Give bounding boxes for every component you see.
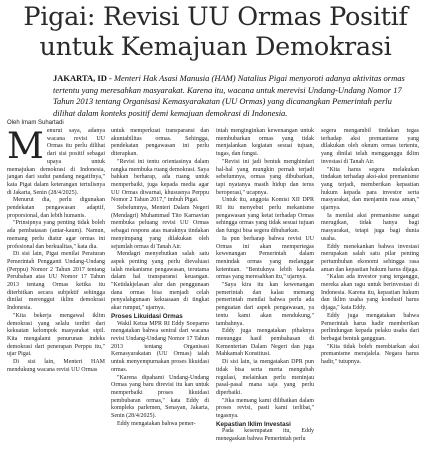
paragraph: Wakil Ketua MPR RI Eddy Soeparno mengatakan bahwa sentral dari wacana revisi Undang-Undang Nomor 17 Tahun 2013 tentang Organisasi Kemasyarakatan (UU Ormas) ialah untuk menyempurnakan proses likuidasi ormas. [111,320,209,373]
paragraph: "Revisi ini jadi bentuk menghindari hal-hal yang mungkin pernah terjadi sebelumnya, ormas yang dibubarkan, tapi nyatanya masih hidup dan terus beroperasi," ucapnya. [216,158,314,196]
paragraph: Di sisi lain, Pigai menilai Peraturan Pemerintah Pengganti Undang-Undang (Perppu) Nomor 2 Tahun 2017 tentang Perubahan atas UU Nomor 17 Tahun 2013 tentang Ormas ketika itu diterbitkan secara subjektif sehingga dinilai merenggut iklim demokrasi Indonesia. [7,251,105,312]
paragraph: "Kita bekerja mengawal iklim demokrasi yang selalu terdiri dari kekuatan kelompok masyarakat sipil. Kita mengalami penurunan indeks demokrasi dari penerapan Perppu itu," ujar Pigai. [7,312,105,358]
column-1 [7,128,105,375]
paragraph: enurut saya, adanya wacana revisi UU Ormas itu perlu dilihat dari sisi positif sebagai upaya untuk memajukan demokrasi di Indonesia, jangan dari sudut pandang negatifnya," kata Pigai dalam keterangan tertulisnya di Jakarta, Senin (28/4/2025). [7,128,105,196]
paragraph: Ia menilai aksi premanisme sangat merugikan, tidak hanya bagi masyarakat, tetapi juga bagi dunia usaha. [321,212,419,242]
paragraph: Eddy juga mengatakan pihaknya menunggu hasil pembahasan di Kementerian Dalam Negeri dan juga Mahkamah Konstitusi. [216,328,314,358]
paragraph: "Saya kira itu kan kewenangan pemerintah dan kalau memang pemerintah menilai bahwa perlu ada penguatan dari aspek pengawasan, ya tentu kami akan mendukung," tambahnya. [216,282,314,327]
paragraph: segera mengambil tindakan tegas terhadap aksi premanisme yang dilakukan oleh oknum ormas tertentu, yang dinilai telah mengganggu iklim investasi di Tanah Air. [321,128,419,165]
paragraph: Sebelumnya, Menteri Dalam Negeri (Mendagri) Muhammad Tito Karnavian membuka peluang revisi UU Ormas sebagai respons atas maraknya tindakan menyimpang yang dilakukan oleh sejumlah ormas di Tanah Air. [111,205,209,250]
headline-line-1: Pigai: Revisi UU Ormas Positif [23,2,408,32]
paragraph: Eddy juga mengatakan bahwa Pemerintah harus hadir memberikan perlindungan kepada pelaku usaha dari berbagai bentuk gangguan. [321,312,419,342]
column-3 [216,128,314,444]
paragraph: Pada kesempatan itu, Eddy menegaskan bahwa Pemerintah perlu [216,428,314,443]
paragraph: "Revisi ini tentu orientasinya dalam rangka membuka ruang demokrasi. Saya bahkan berharap, ada ruang untuk memperbaiki, juga kepada media agar UU Ormas diwarnai, khususnya Perppu Nomor 2 Tahun 2017," imbuh Pigai. [111,158,209,204]
column-2 [111,128,209,428]
paragraph: Ia pun berharap bahwa revisi UU Ormas ini akan mempertegas kewenangan Pemerintah dalam menindak ormas yang melanggar ketentuan. "Bentuknya lebih kepada ormas yang meresahkan itu," ujarnya. [216,235,314,281]
paragraph: Eddy mengatakan bahwa pemer- [117,420,196,427]
column-4 [321,128,419,367]
subheading: Kepastian Iklim Investasi [216,420,291,428]
paragraph: Mendagri menyebutkan salah satu aspek penting yang perlu dievaluasi ialah mekanisme pengawasan, terutama dalam hal transparansi keuangan. "Ketidakjelasan alur dan penggunaan dana ormas bisa menjadi celah penyalahgunaan kekuasaan di tingkat akar rumput," ujarnya. [111,251,209,312]
drop-cap: M [7,126,44,167]
paragraph: Menurut dia, perlu digunakan pendekatan pengawasan adaptif, proporsional, dan lebih humanis. [7,197,105,219]
paragraph: "Jika memang kami dilibatkan dalam proses revisi, pasti kami terlibat," tegasnya. [216,397,314,420]
paragraph: Untuk itu, anggota Komisi XII DPR RI itu menyebut perlu mekanisme pengawasan yang ketat terhadap Ormas sehingga ormas yang tidak sesuai tujuan dan fungsi bisa segera dibubarkan. [216,197,314,235]
dateline: JAKARTA, ID [53,73,107,83]
paragraph: untuk memperkuat transparansi dan akuntabilitas ormas. Sehingga, pendekatan pengawasan ini perlu diterapkan. [111,128,209,158]
paragraph: Eddy menekankan bahwa investasi merupakan salah satu pilar penting pertumbuhan ekonomi sehingga rasa aman dan kepastian hukum harus dijaga. [321,243,419,273]
paragraph: "Kita tidak boleh membiarkan aksi premanisme merajalela. Negara harus hadir," tutupnya. [321,343,419,366]
paragraph: Di sisi lain, Menteri HAM mendukung wacana revisi UU Ormas [7,359,105,373]
headline-line-2: untuk Kemajuan Demokrasi [39,32,392,62]
paragraph: "Prinsipnya yang penting tidak boleh ada pembatasan (antar-kaum). Namun, memang perlu diatur agar ormas ini profesional dan berkualitas," kata dia. [7,220,105,250]
paragraph: intah menginginkan kewenangan untuk membubarkan ormas yang tidak menjalankan kegiatan sesuai tujuan, tugas, dan fungsi. [216,128,314,158]
paragraph: "Karena dipahami Undang-Undang Ormas yang baru direvisi itu kan untuk memperbaiki proses likuidasi pembubaran ormas," kata Eddy di kompleks parlemen, Senayan, Jakarta, Senin (28/4/2025). [111,374,209,420]
subheading: Proses Likuidasi Ormas [111,312,183,320]
paragraph: "Kita harus segera melakukan tindakan terhadap aksi-aksi premanisme yang terjadi, memberikan kepastian hukum kepada para investor serta masyarakat, dan menjamin rasa aman," ujarnya. [321,166,419,212]
paragraph: Di sisi lain, ia mengatakan DPR pun tidak bisa serta merta mengubah regulasi, melainkan perlu meninjau pasal-pasal mana saja yang perlu diperbaiki. [216,359,314,396]
headline [8,2,423,62]
byline: Oleh Imam Suhartadi [7,120,64,126]
lead-paragraph [53,73,409,119]
lead-text: - Menteri Hak Asasi Manusia (HAM) Natalius Pigai menyoroti adanya aktivitas ormas tertentu yang meresahkan masyarakat. Karena itu, wacana untuk merevisi Undang-Undang Nomor 17 Tahun 2013 tentang Organisasi Kemasyarakatan (UU Ormas) yang dicanangkan Pemerintah perlu dilihat dalam konteks positif demi kemajuan demokrasi di Indonesia. [53,73,405,118]
paragraph: "Kalau ada investor yang terganggu, mereka akan ragu untuk berinvestasi di Indonesia. Karena itu, kepastian hukum dan iklim usaha yang kondusif harus dijaga," kata Eddy. [321,274,419,312]
